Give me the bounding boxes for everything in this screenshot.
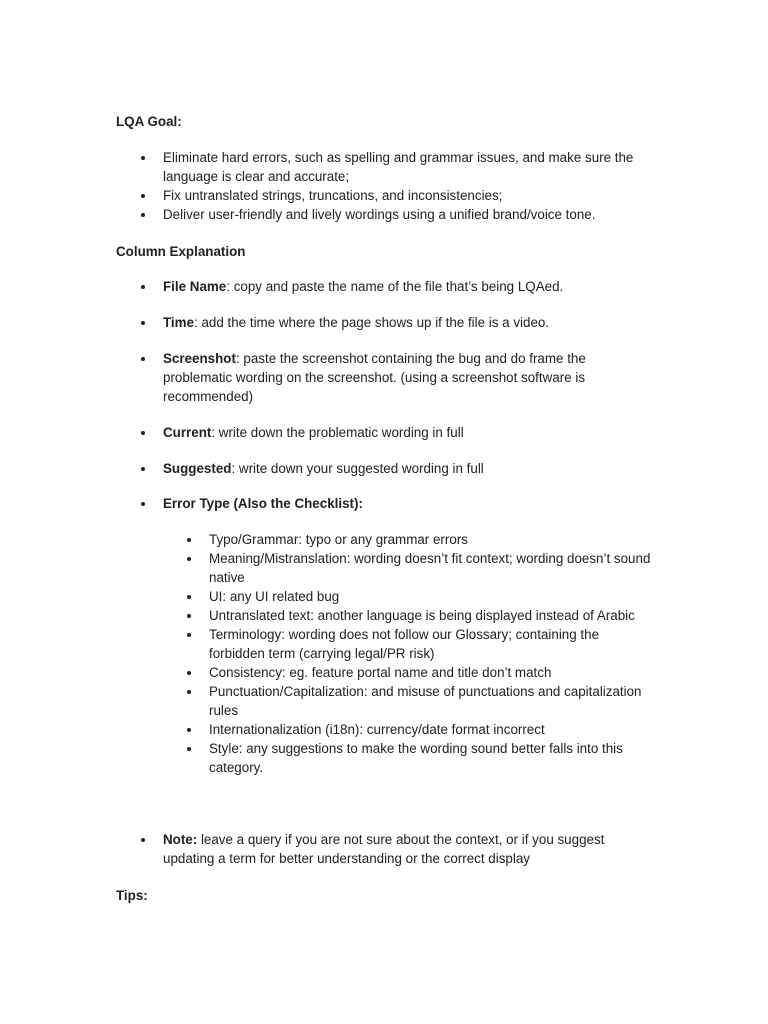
list-item: UI: any UI related bug [209,587,656,606]
list-item: Consistency: eg. feature portal name and title don’t match [209,663,656,682]
note-term: Note: [163,832,198,847]
column-term: Current [163,425,212,440]
list-item: Internationalization (i18n): currency/date format incorrect [209,720,656,739]
column-term: File Name [163,279,227,294]
list-item [163,494,656,513]
list-item: Punctuation/Capitalization: and misuse of punctuations and capitalization rules [209,682,656,720]
document-page [116,112,656,905]
column-term: Suggested [163,461,232,476]
list-item [163,459,656,478]
tips-heading: Tips: [116,888,148,903]
column-term: Time [163,315,195,330]
column-description: : paste the screenshot containing the bug and do frame the problematic wording on the screenshot. (using a screenshot software is recommended) [163,351,586,404]
lqa-goal-heading: LQA Goal: [116,114,182,129]
error-type-list [116,530,656,777]
column-explanation-list [116,277,656,513]
list-item [163,423,656,442]
list-item [163,313,656,332]
list-item [163,830,656,868]
note-text: leave a query if you are not sure about the context, or if you suggest updating a term for better understanding or the correct display [163,832,605,866]
list-item: Style: any suggestions to make the wording sound better falls into this category. [209,739,656,777]
list-item: Fix untranslated strings, truncations, and inconsistencies; [163,186,656,205]
column-term: Screenshot [163,351,236,366]
list-item [163,349,656,406]
list-item: Untranslated text: another language is being displayed instead of Arabic [209,606,656,625]
list-item: Deliver user-friendly and lively wordings using a unified brand/voice tone. [163,205,656,224]
column-description: : write down the problematic wording in full [211,425,464,440]
list-item [163,277,656,296]
list-item: Eliminate hard errors, such as spelling and grammar issues, and make sure the language is clear and accurate; [163,148,656,186]
list-item: Meaning/Mistranslation: wording doesn’t fit context; wording doesn’t sound native [209,549,656,587]
column-explanation-heading: Column Explanation [116,244,246,259]
note-list [116,830,656,868]
column-description: : add the time where the page shows up if the file is a video. [194,315,550,330]
list-item: Terminology: wording does not follow our Glossary; containing the forbidden term (carrying legal/PR risk) [209,625,656,663]
column-description: : write down your suggested wording in full [231,461,484,476]
lqa-goal-list [116,148,656,224]
column-description: : copy and paste the name of the file that’s being LQAed. [226,279,564,294]
column-term: Error Type (Also the Checklist): [163,496,363,511]
list-item: Typo/Grammar: typo or any grammar errors [209,530,656,549]
